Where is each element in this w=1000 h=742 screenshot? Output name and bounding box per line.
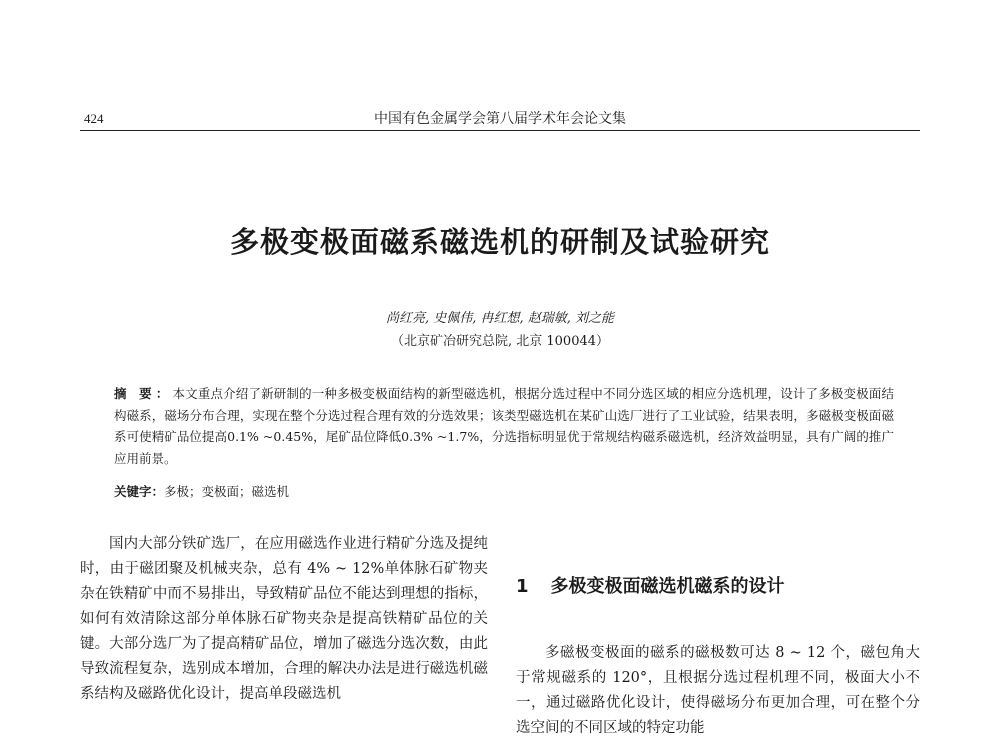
abstract-text: 本文重点介绍了新研制的一种多极变极面结构的新型磁选机，根据分选过程中不同分选区域的相应分选机理，设计了多极变极面结构磁系，磁场分布合理，实现在整个分选过程合理有效的分选效果；该类型磁选机在某矿山选厂进行了工业试验，结果表明，多磁极变极面磁系可使精矿品位提高0.1% ~0.45%，尾矿品位降低0.3% ~1.7%，分选指标明显优于常规结构磁系磁选机，经济效益明显，具有广阔的推广应用前景。 — [114, 386, 894, 466]
section-heading — [516, 572, 785, 598]
section-number: 1 — [516, 576, 529, 597]
authors: 尚红亮, 史佩伟, 冉红想, 赵瑞敏, 刘之能 — [385, 311, 615, 326]
keywords-label: 关键字： — [114, 484, 165, 499]
section-title: 多极变极面磁选机磁系的设计 — [550, 576, 785, 597]
abstract-label: 摘 要： — [114, 386, 173, 401]
abstract — [114, 383, 894, 469]
header-rule — [80, 130, 920, 131]
paper-title: 多极变极面磁系磁选机的研制及试验研究 — [229, 225, 770, 259]
keywords — [114, 482, 289, 500]
intro-paragraph: 国内大部分铁矿选厂，在应用磁选作业进行精矿分选及提纯时，由于磁团聚及机械夹杂，总有 4% ~ 12%单体脉石矿物夹杂在铁精矿中而不易排出，导致精矿品位不能达到理想的指标，如何有效清除这部分单体脉石矿物夹杂是提高铁精矿品位的关键。大部分选厂为了提高精矿品位，增加了磁选分选次数，由此导致流程复杂，选别成本增加，合理的解决办法是进行磁选机磁系结构及磁路优化设计，提高单段磁选机 — [80, 536, 488, 702]
page-number: 424 — [84, 111, 104, 126]
affiliation: （北京矿冶研究总院, 北京 100044） — [390, 334, 610, 349]
running-header: 中国有色金属学会第八届学术年会论文集 — [374, 111, 626, 127]
section-paragraph: 多磁极变极面的磁系的磁极数可达 8 ~ 12 个，磁包角大于常规磁系的 120°，且根据分选过程机理不同，极面大小不一，通过磁路优化设计，使得磁场分布更加合理，可在整个分选空间的不同区域的特定功能 — [516, 645, 920, 736]
keywords-text: 多极；变极面；磁选机 — [164, 484, 290, 499]
